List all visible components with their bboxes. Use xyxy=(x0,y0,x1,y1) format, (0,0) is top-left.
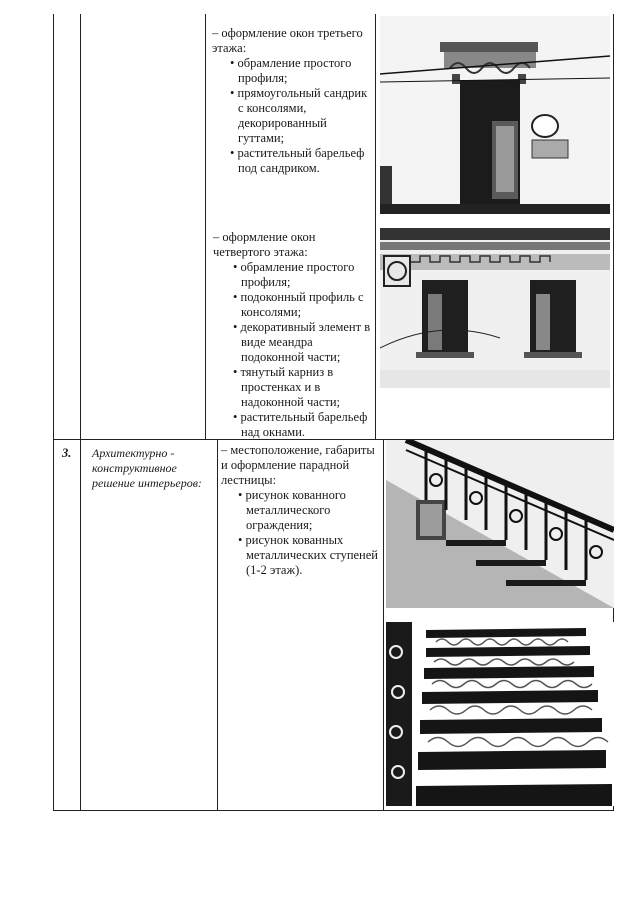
staircase-heading: – местоположение, габариты и оформление парадной лестницы: xyxy=(221,443,375,487)
table-border-left xyxy=(53,14,54,811)
staircase-item: • рисунок кованного металлического ограждения; xyxy=(238,488,346,532)
windows3-heading: – оформление окон третьего этажа: xyxy=(212,26,363,55)
photo-third-floor-window xyxy=(380,16,610,214)
windows4-item: • растительный барельеф над окнами. xyxy=(233,410,368,439)
photo-staircase-steps xyxy=(386,622,616,806)
staircase-text xyxy=(221,443,379,578)
windows4-item: • декоративный элемент в виде меандра подоконной части; xyxy=(233,320,371,364)
photo-fourth-floor-windows xyxy=(380,228,610,388)
table-border-col3b xyxy=(217,439,218,811)
table-border-col4 xyxy=(375,14,376,439)
section-number: 3. xyxy=(62,446,72,460)
table-border-bottom xyxy=(53,810,613,811)
windows3-text xyxy=(212,26,372,176)
windows3-item: • прямоугольный сандрик с консолями, декорированный гуттами; xyxy=(230,86,368,145)
windows4-heading: – оформление окон четвертого этажа: xyxy=(213,230,316,259)
staircase-item: • рисунок кованных металлических ступеней (1-2 этаж). xyxy=(238,533,378,577)
windows4-text xyxy=(213,230,373,440)
table-border-col4b xyxy=(383,439,384,811)
windows3-item: • растительный барельеф под сандриком. xyxy=(230,146,365,175)
section-title: Архитектурно - конструктивное решение интерьеров: xyxy=(92,446,202,490)
windows4-item: • обрамление простого профиля; xyxy=(233,260,355,289)
windows4-item: • подоконный профиль с консолями; xyxy=(233,290,364,319)
windows3-item: • обрамление простого профиля; xyxy=(230,56,352,85)
table-border-col2 xyxy=(80,14,81,811)
photo-staircase-railing xyxy=(386,440,614,608)
table-border-col3 xyxy=(205,14,206,439)
windows4-item: • тянутый карниз в простенках и в надоконной части; xyxy=(233,365,340,409)
